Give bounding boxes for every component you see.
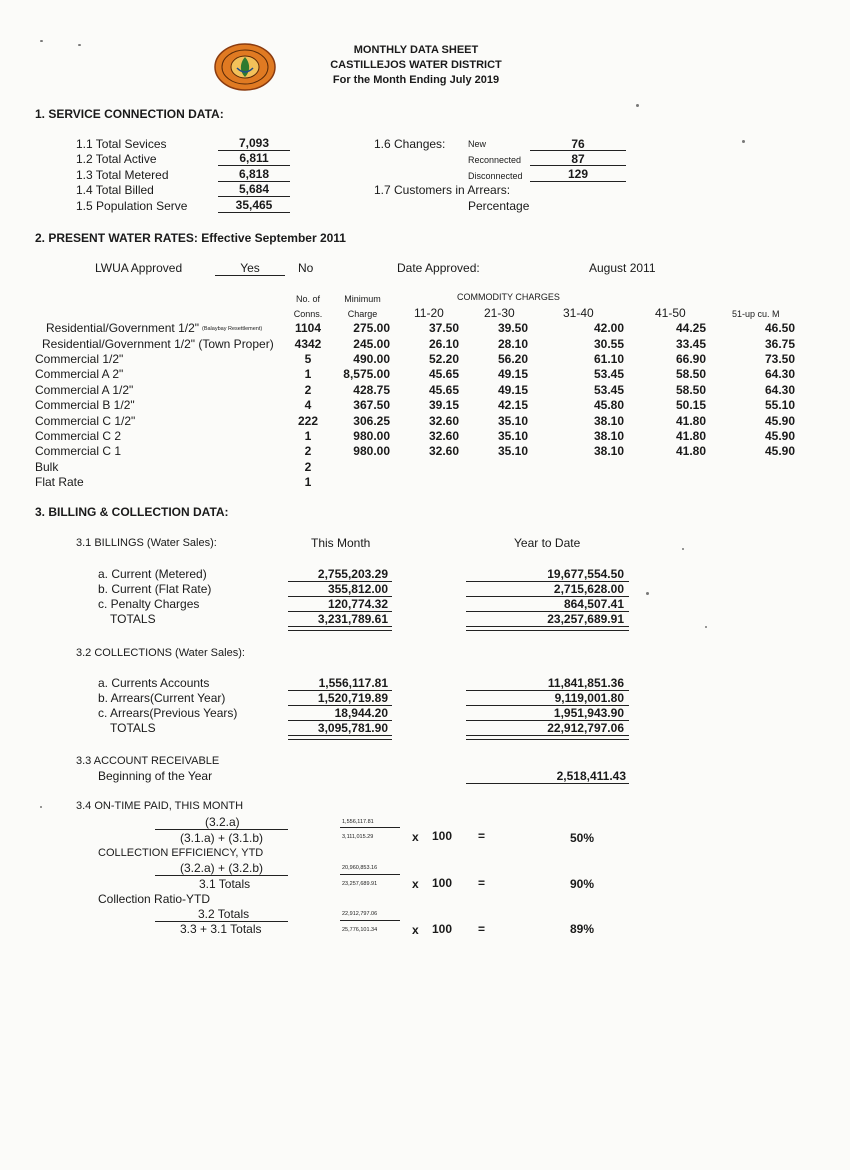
rate-row-min-charge: 980.00	[353, 444, 390, 458]
total-billed-label: 1.4 Total Billed	[76, 183, 154, 197]
rate-row-name: Commercial C 1	[35, 444, 122, 458]
ratio-hundred: 100	[432, 922, 453, 936]
billing-collection-heading: 3. BILLING & COLLECTION DATA:	[35, 505, 229, 519]
district-name: CASTILLEJOS WATER DISTRICT	[330, 59, 502, 71]
rate-row-commodity-charge: 28.10	[497, 337, 528, 351]
collections-row-ytd: 11,841,851.36	[547, 676, 624, 690]
ontime-numerator-value: 1,556,117.81	[342, 819, 374, 825]
rate-row-name: Commercial A 1/2"	[35, 383, 134, 397]
rate-row-commodity-charge: 73.50	[764, 352, 795, 366]
fraction-bar	[155, 875, 288, 876]
efficiency-hundred: 100	[432, 876, 453, 890]
rate-row-conns: 4342	[294, 337, 322, 351]
billings-row-month: 120,774.32	[327, 597, 388, 611]
rate-row-commodity-charge: 45.80	[593, 398, 624, 412]
date-approved-label: Date Approved:	[397, 261, 480, 275]
arrears-label: 1.7 Customers in Arrears:	[374, 183, 511, 197]
ontime-denominator-value: 3,111,015.29	[342, 834, 374, 840]
billings-row-ytd: 2,715,628.00	[553, 582, 624, 596]
rate-row-min-charge: 8,575.00	[343, 367, 390, 381]
total-services-label: 1.1 Total Sevices	[76, 137, 167, 151]
col-conns-head-2: Conns.	[293, 309, 323, 319]
range-51-up: 51-up cu. M	[732, 309, 780, 319]
rate-row-min-charge: 428.75	[353, 383, 390, 397]
rate-row-commodity-charge: 41.80	[675, 444, 706, 458]
efficiency-denominator-value: 23,257,689.91	[342, 881, 378, 887]
water-rates-heading: 2. PRESENT WATER RATES: Effective September 2011	[35, 231, 346, 245]
rule	[530, 181, 626, 182]
fraction-bar	[340, 827, 400, 828]
lwua-approved-label: LWUA Approved	[95, 261, 183, 275]
collection-ratio-label: Collection Ratio-YTD	[98, 892, 211, 906]
ontime-times: x	[412, 830, 419, 844]
scan-speck	[40, 806, 42, 808]
rate-row-commodity-charge: 37.50	[428, 321, 459, 335]
collections-row-label: TOTALS	[110, 721, 156, 735]
ontime-hundred: 100	[432, 829, 453, 843]
rate-row-commodity-charge: 45.90	[764, 444, 795, 458]
total-metered-label: 1.3 Total Metered	[76, 168, 169, 182]
rate-row-name: Commercial B 1/2"	[35, 398, 135, 412]
rate-row-name: Commercial C 2	[35, 429, 122, 443]
rate-row-conns: 5	[304, 352, 312, 366]
fraction-bar	[340, 874, 400, 875]
account-receivable-value: 2,518,411.43	[556, 769, 626, 783]
service-connection-heading: 1. SERVICE CONNECTION DATA:	[35, 107, 224, 121]
rate-row-conns: 2	[304, 444, 312, 458]
changes-reconnected-value: 87	[571, 152, 585, 166]
billings-row-ytd: 864,507.41	[563, 597, 624, 611]
collections-label: 3.2 COLLECTIONS (Water Sales):	[76, 647, 245, 659]
ratio-numerator: 3.2 Totals	[198, 907, 250, 921]
ratio-numerator-value: 22,912,797.06	[342, 911, 378, 917]
rate-row-commodity-charge: 33.45	[675, 337, 706, 351]
rule	[215, 275, 285, 276]
ratio-result: 89%	[570, 922, 595, 936]
scan-speck	[682, 548, 684, 550]
rate-row-commodity-charge: 58.50	[675, 367, 706, 381]
efficiency-equals: =	[478, 876, 486, 890]
rate-row-commodity-charge: 53.45	[593, 367, 624, 381]
account-receivable-label: 3.3 ACCOUNT RECEIVABLE	[76, 755, 220, 767]
ytd-head: Year to Date	[514, 536, 581, 550]
changes-label: 1.6 Changes:	[374, 137, 446, 151]
col-min-head-2: Charge	[347, 309, 378, 319]
scan-speck	[636, 104, 639, 107]
billings-row-label: b. Current (Flat Rate)	[98, 582, 212, 596]
rate-row-min-charge: 490.00	[353, 352, 390, 366]
col-min-head-1: Minimum	[344, 294, 381, 304]
rate-row-conns: 1104	[294, 321, 322, 335]
rate-row-commodity-charge: 35.10	[497, 414, 528, 428]
rate-row-name: Bulk	[35, 460, 59, 474]
rule	[218, 150, 290, 151]
collections-row-month: 18,944.20	[334, 706, 388, 720]
rate-row-commodity-charge: 56.20	[497, 352, 528, 366]
rate-row-commodity-charge: 66.90	[675, 352, 706, 366]
rate-row-commodity-charge: 38.10	[593, 414, 624, 428]
rate-row-commodity-charge: 35.10	[497, 429, 528, 443]
range-41-50: 41-50	[655, 306, 686, 320]
total-billed-value: 5,684	[238, 182, 270, 196]
fraction-bar	[340, 920, 400, 921]
rate-row-commodity-charge: 55.10	[764, 398, 795, 412]
scan-speck	[742, 140, 745, 143]
ratio-equals: =	[478, 922, 486, 936]
rule	[466, 783, 629, 784]
collections-row-ytd: 9,119,001.80	[554, 691, 624, 705]
total-active-label: 1.2 Total Active	[76, 152, 157, 166]
rate-row-commodity-charge: 45.65	[428, 367, 459, 381]
collections-row-label: b. Arrears(Current Year)	[98, 691, 226, 705]
changes-reconnected-label: Reconnected	[468, 155, 522, 165]
collections-row-month: 1,520,719.89	[317, 691, 388, 705]
rule	[218, 196, 290, 197]
rate-row-commodity-charge: 45.90	[764, 414, 795, 428]
ratio-denominator-value: 25,776,101.34	[342, 927, 378, 933]
rate-row-commodity-charge: 41.80	[675, 414, 706, 428]
rate-row-name: Residential/Government 1/2" (Town Proper)	[42, 337, 274, 351]
percentage-label: Percentage	[468, 199, 530, 213]
rate-row-commodity-charge: 30.55	[593, 337, 624, 351]
date-approved-value: August 2011	[589, 261, 656, 275]
efficiency-result: 90%	[570, 877, 595, 891]
rate-row-conns: 2	[304, 383, 312, 397]
rate-row-commodity-charge: 64.30	[764, 383, 795, 397]
scan-speck	[40, 40, 43, 42]
rate-row-commodity-charge: 32.60	[428, 444, 459, 458]
population-served-value: 35,465	[235, 198, 273, 212]
double-rule	[288, 626, 392, 631]
rate-row-commodity-charge: 38.10	[593, 429, 624, 443]
efficiency-numerator-value: 20,960,853.16	[342, 865, 378, 871]
water-district-seal-icon	[213, 42, 277, 92]
ontime-paid-label: 3.4 ON-TIME PAID, THIS MONTH	[76, 800, 244, 812]
rate-row-commodity-charge: 26.10	[428, 337, 459, 351]
billings-row-ytd: 23,257,689.91	[547, 612, 624, 626]
billings-row-label: c. Penalty Charges	[98, 597, 200, 611]
rate-row-conns: 2	[304, 460, 312, 474]
collection-efficiency-label: COLLECTION EFFICIENCY, YTD	[98, 847, 264, 859]
this-month-head: This Month	[311, 536, 371, 550]
rate-row-commodity-charge: 39.50	[497, 321, 528, 335]
rate-row-name: Commercial A 2"	[35, 367, 124, 381]
rate-row-min-charge: 275.00	[353, 321, 390, 335]
lwua-no: No	[298, 261, 314, 275]
rule	[530, 165, 626, 166]
fraction-bar	[155, 829, 288, 830]
population-served-label: 1.5 Population Serve	[76, 199, 188, 213]
rate-row-commodity-charge: 36.75	[764, 337, 795, 351]
rate-row-commodity-charge: 32.60	[428, 429, 459, 443]
changes-disconnected-label: Disconnected	[468, 171, 523, 181]
billings-row-month: 355,812.00	[327, 582, 388, 596]
efficiency-denominator: 3.1 Totals	[199, 877, 251, 891]
rate-row-commodity-charge: 49.15	[497, 383, 528, 397]
efficiency-numerator: (3.2.a) + (3.2.b)	[180, 861, 264, 875]
account-receivable-sub: Beginning of the Year	[98, 769, 213, 783]
rate-row-min-charge: 980.00	[353, 429, 390, 443]
rate-row-commodity-charge: 44.25	[675, 321, 706, 335]
rate-row-commodity-charge: 42.00	[593, 321, 624, 335]
ratio-times: x	[412, 923, 419, 937]
double-rule	[466, 735, 629, 740]
sheet-title: MONTHLY DATA SHEET	[353, 44, 479, 56]
rate-row-name: Commercial C 1/2"	[35, 414, 136, 428]
rate-row-commodity-charge: 42.15	[497, 398, 528, 412]
range-11-20: 11-20	[414, 306, 444, 320]
billings-row-label: TOTALS	[110, 612, 156, 626]
col-conns-head-1: No. of	[295, 294, 320, 304]
billings-label: 3.1 BILLINGS (Water Sales):	[76, 537, 217, 549]
rate-row-name: Flat Rate	[35, 475, 84, 489]
collections-row-month: 1,556,117.81	[318, 676, 388, 690]
rate-row-commodity-charge: 50.15	[675, 398, 706, 412]
rate-row-min-charge: 306.25	[353, 414, 390, 428]
rule	[218, 212, 290, 213]
rate-row-commodity-charge: 32.60	[428, 414, 459, 428]
ratio-denominator: 3.3 + 3.1 Totals	[180, 922, 262, 936]
rate-row-commodity-charge: 53.45	[593, 383, 624, 397]
rate-row-conns: 222	[297, 414, 319, 428]
scan-speck	[646, 592, 649, 595]
scan-speck	[705, 626, 707, 628]
lwua-yes: Yes	[240, 261, 260, 275]
rate-row-commodity-charge: 61.10	[593, 352, 624, 366]
rule	[218, 165, 290, 166]
changes-new-label: New	[468, 139, 487, 149]
rate-row-conns: 1	[304, 367, 312, 381]
collections-row-ytd: 1,951,943.90	[553, 706, 624, 720]
changes-new-value: 76	[571, 137, 585, 151]
collections-row-label: a. Currents Accounts	[98, 676, 210, 690]
collections-row-month: 3,095,781.90	[317, 721, 388, 735]
efficiency-times: x	[412, 877, 419, 891]
billings-row-month: 3,231,789.61	[317, 612, 388, 626]
rate-row-min-charge: 245.00	[353, 337, 390, 351]
rate-row-conns: 1	[304, 475, 312, 489]
ontime-result: 50%	[570, 831, 595, 845]
double-rule	[466, 626, 629, 631]
collections-row-label: c. Arrears(Previous Years)	[98, 706, 238, 720]
rule	[530, 150, 626, 151]
rate-row-min-charge: 367.50	[353, 398, 390, 412]
ontime-numerator: (3.2.a)	[205, 815, 240, 829]
double-rule	[288, 735, 392, 740]
rate-row-note: (Balaybay Resettlement)	[202, 326, 263, 332]
rate-row-commodity-charge: 45.90	[764, 429, 795, 443]
rate-row-commodity-charge: 49.15	[497, 367, 528, 381]
range-21-30: 21-30	[484, 306, 515, 320]
total-services-value: 7,093	[238, 136, 270, 150]
rate-row-name: Commercial 1/2"	[35, 352, 124, 366]
billings-row-label: a. Current (Metered)	[98, 567, 207, 581]
rate-row-commodity-charge: 64.30	[764, 367, 795, 381]
total-active-value: 6,811	[239, 151, 269, 165]
rate-row-commodity-charge: 39.15	[428, 398, 459, 412]
rule	[218, 181, 290, 182]
commodity-charges-head: COMMODITY CHARGES	[457, 292, 560, 302]
ontime-denominator: (3.1.a) + (3.1.b)	[180, 831, 264, 845]
billings-row-ytd: 19,677,554.50	[547, 567, 624, 581]
report-period: For the Month Ending July 2019	[332, 74, 500, 86]
rate-row-commodity-charge: 58.50	[675, 383, 706, 397]
rate-row-conns: 4	[304, 398, 312, 412]
total-metered-value: 6,818	[238, 167, 270, 181]
rate-row-name: Residential/Government 1/2"	[46, 321, 200, 335]
rate-row-commodity-charge: 45.65	[428, 383, 459, 397]
collections-row-ytd: 22,912,797.06	[547, 721, 624, 735]
rate-row-conns: 1	[304, 429, 312, 443]
scan-speck	[78, 44, 81, 46]
rate-row-commodity-charge: 35.10	[497, 444, 528, 458]
rate-row-commodity-charge: 52.20	[428, 352, 459, 366]
changes-disconnected-value: 129	[567, 167, 589, 181]
ontime-equals: =	[478, 829, 486, 843]
rate-row-commodity-charge: 41.80	[675, 429, 706, 443]
range-31-40: 31-40	[563, 306, 594, 320]
rate-row-commodity-charge: 38.10	[593, 444, 624, 458]
billings-row-month: 2,755,203.29	[317, 567, 388, 581]
rate-row-commodity-charge: 46.50	[764, 321, 795, 335]
